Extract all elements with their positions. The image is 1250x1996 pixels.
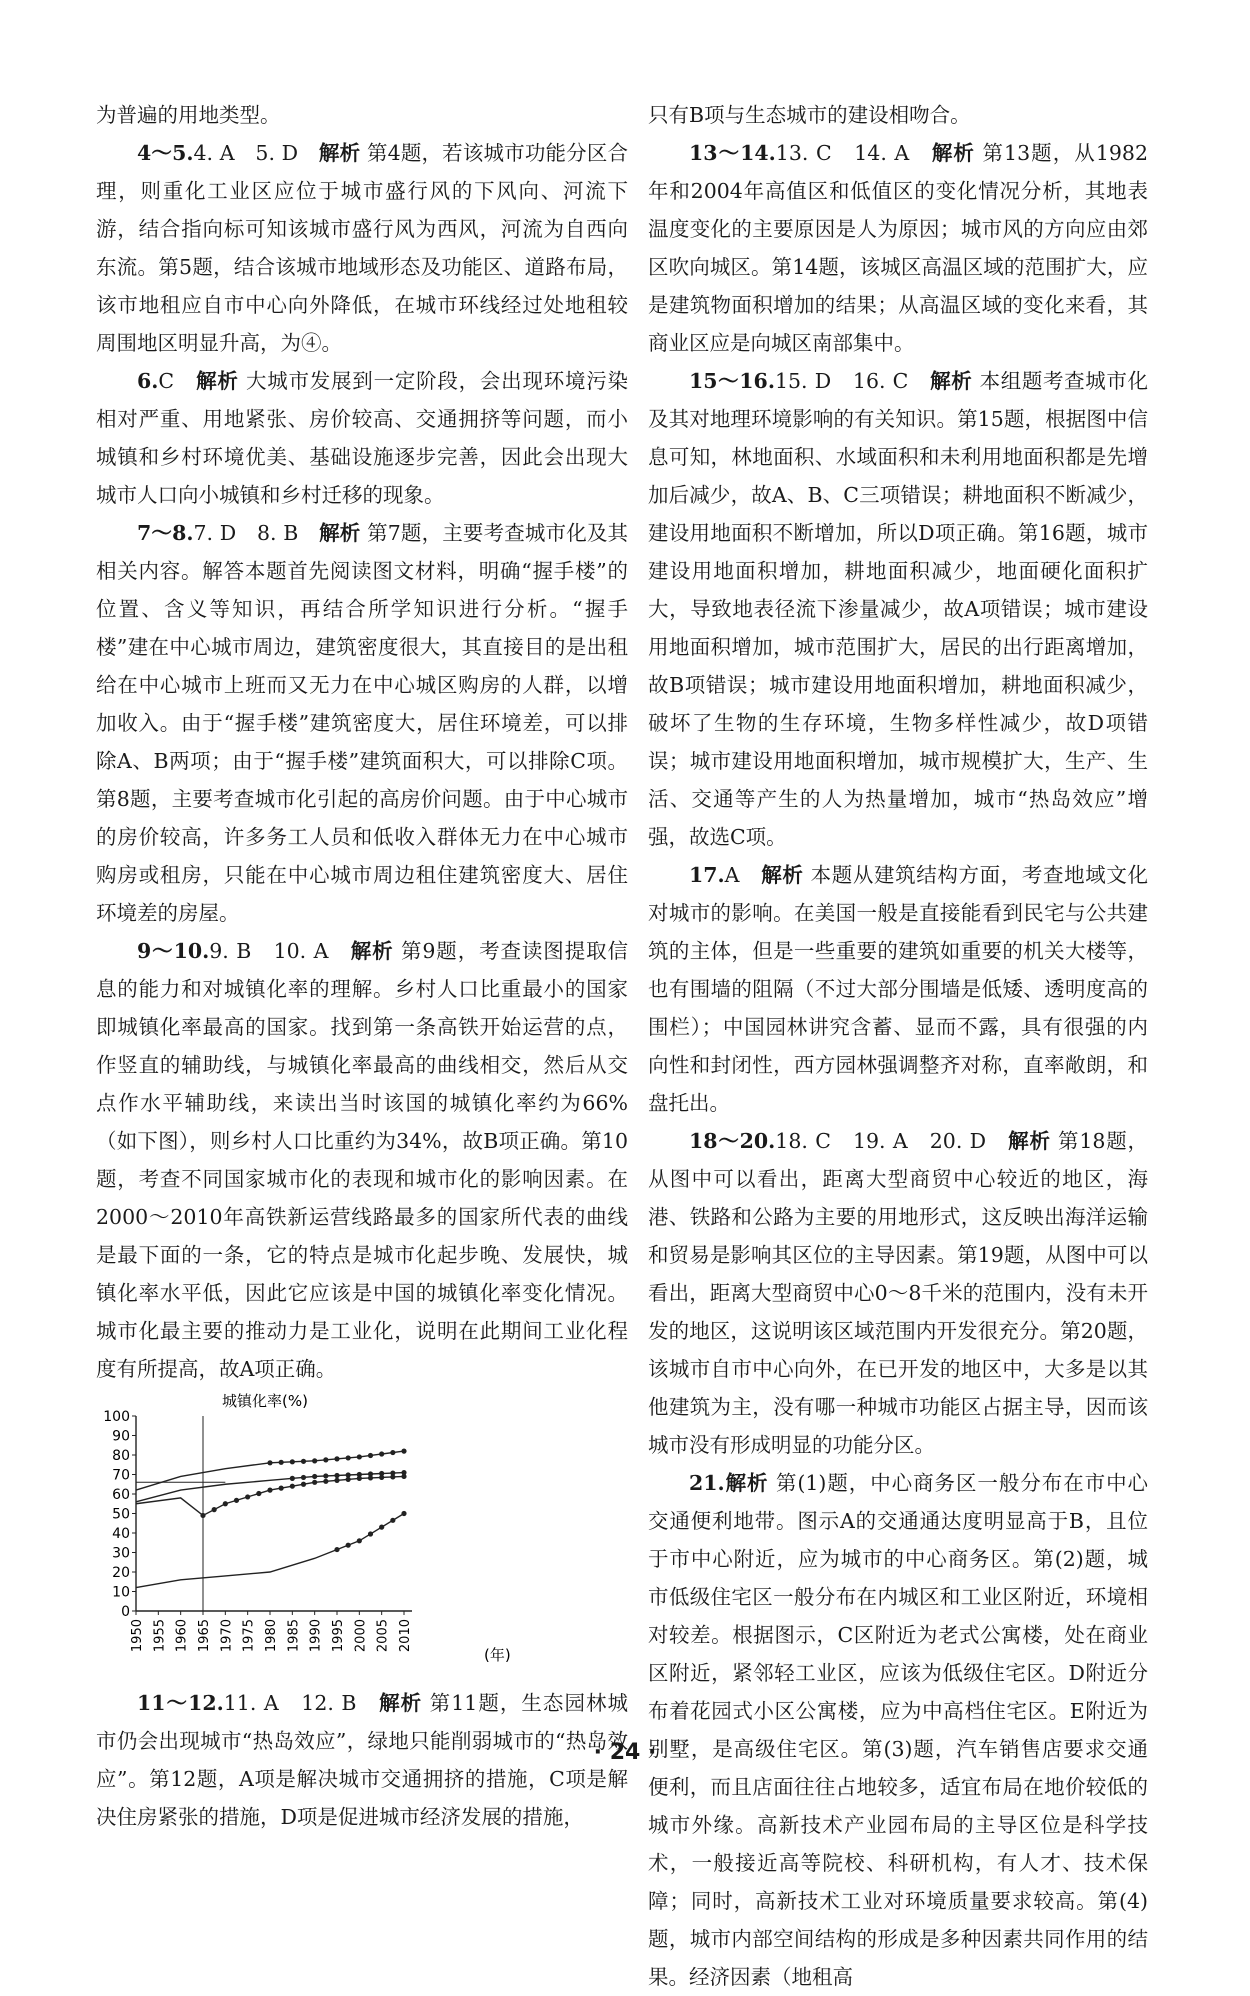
answer-keys: A	[724, 863, 762, 887]
series-point-curve-3	[290, 1484, 295, 1489]
paragraph-continuation	[648, 96, 1148, 134]
question-label: 4～5.	[137, 141, 194, 165]
analysis-keyword: 解析	[196, 369, 239, 393]
x-tick-label: 1985	[286, 1619, 302, 1653]
chart-axes	[136, 1416, 412, 1611]
x-tick-label: 2000	[353, 1619, 369, 1653]
chart-guides	[136, 1416, 225, 1611]
series-point-curve-3	[200, 1513, 205, 1518]
answer-7-8	[96, 514, 628, 932]
x-tick-label: 1955	[152, 1619, 168, 1653]
series-point-curve-3	[245, 1494, 250, 1499]
x-tick-label: 1950	[130, 1619, 145, 1653]
series-point-curve-4	[346, 1543, 351, 1548]
x-tick-label: 1995	[331, 1619, 346, 1653]
series-point-curve-1	[267, 1460, 272, 1465]
analysis-keyword: 解析	[1008, 1129, 1051, 1153]
question-label: 9～10.	[137, 939, 210, 963]
x-tick-label: 1960	[174, 1619, 190, 1653]
y-tick-label: 30	[112, 1545, 130, 1562]
paragraph-text: 只有B项与生态城市的建设相吻合。	[648, 103, 971, 127]
series-point-curve-3	[401, 1474, 406, 1479]
series-point-curve-4	[357, 1538, 362, 1543]
paragraph-continuation	[96, 96, 628, 134]
answer-21	[648, 1464, 1148, 1996]
question-label: 18～20.	[689, 1129, 776, 1153]
series-point-curve-4	[334, 1547, 339, 1552]
series-point-curve-2	[290, 1476, 295, 1481]
analysis-keyword: 解析	[931, 141, 975, 165]
analysis-text: 大城市发展到一定阶段，会出现环境污染相对严重、用地紧张、房价较高、交通拥挤等问题，而小城镇和乡村环境优美、基础设施逐步完善，因此会出现大城市人口向小城镇和乡村迁移的现象。	[96, 369, 629, 507]
answer-4-5	[96, 134, 628, 362]
series-point-curve-3	[223, 1501, 228, 1506]
y-tick-label: 0	[121, 1604, 130, 1620]
series-point-curve-4	[379, 1525, 384, 1530]
analysis-text: 第(1)题，中心商务区一般分布在市中心交通便利地带。图示A的交通通达度明显高于B，且位于市中心附近，应为城市的中心商务区。第(2)题，城市低级住宅区一般分布在内城区和工业区附近，环境相对较差。根据图示，C区附近为老式公寓楼，处在商业区附近，紧邻轻工业区，应该为低级住宅区。D附近分布着花园式小区公寓楼，应为中高档住宅区。E附近为别墅，是高级住宅区。第(3)题，汽车销售店要求交通便利，而且店面往往占地较多，适宜布局在地价较低的城市外缘。高新技术产业园布局的主导区位是科学技术，一般接近高等院校、科研机构，有人才、技术保障；同时，高新技术工业对环境质量要求较高。第(4)题，城市内部空间结构的形成是多种因素共同作用的结果。经济因素（地租高	[648, 1471, 1149, 1989]
series-point-curve-2	[312, 1474, 317, 1479]
analysis-text: 本组题考查城市化及其对地理环境影响的有关知识。第15题，根据图中信息可知，林地面积、水域面积和未利用地面积都是先增加后减少，故A、B、C三项错误；耕地面积不断减少，建设用地面积不断增加，所以D项正确。第16题，城市建设用地面积增加，耕地面积减少，地面硬化面积扩大，导致地表径流下渗量减少，故A项错误；城市建设用地面积增加，城市范围扩大，居民的出行距离增加，故B项错误；城市建设用地面积增加，耕地面积减少，破坏了生物的生存环境，生物多样性减少，故D项错误；城市建设用地面积增加，城市规模扩大，生产、生活、交通等产生的人为热量增加，城市“热岛效应”增强，故选C项。	[648, 369, 1149, 849]
analysis-keyword: 解析	[724, 1471, 769, 1495]
series-point-curve-3	[312, 1480, 317, 1485]
answer-keys: 4. A 5. D	[193, 141, 319, 165]
series-point-curve-1	[368, 1453, 373, 1458]
y-tick-label: 70	[112, 1467, 130, 1484]
series-point-curve-3	[323, 1479, 328, 1484]
x-tick-label: 2005	[375, 1619, 391, 1653]
series-point-curve-3	[279, 1486, 284, 1491]
series-point-curve-4	[401, 1511, 406, 1516]
question-label: 15～16.	[689, 369, 775, 393]
series-point-curve-3	[379, 1475, 384, 1480]
analysis-text: 第7题，主要考查城市化及其相关内容。解答本题首先阅读图文材料，明确“握手楼”的位置、含义等知识，再结合所学知识进行分析。“握手楼”建在中心城市周边，建筑密度很大，其直接目的是出租给在中心城市上班而又无力在中心城区购房的人群，以增加收入。由于“握手楼”建筑密度大，居住环境差，可以排除A、B两项；由于“握手楼”建筑面积大，可以排除C项。第8题，主要考查城市化引起的高房价问题。由于中心城市的房价较高，许多务工人员和低收入群体无力在中心城市购房或租房，只能在中心城市周边租住建筑密度大、居住环境差的房屋。	[96, 521, 629, 925]
answer-9-10	[96, 932, 628, 1388]
series-point-curve-3	[234, 1498, 239, 1503]
series-point-curve-1	[290, 1459, 295, 1464]
chart-series	[136, 1449, 407, 1588]
y-tick-label: 80	[112, 1448, 130, 1464]
x-tick-label: 1970	[219, 1619, 235, 1653]
series-point-curve-3	[334, 1478, 339, 1483]
right-column	[648, 96, 1148, 1996]
series-point-curve-1	[312, 1458, 317, 1463]
x-tick-label: 1965	[197, 1619, 212, 1653]
series-point-curve-3	[390, 1474, 395, 1479]
series-point-curve-1	[301, 1459, 306, 1464]
answer-18-20	[648, 1122, 1148, 1464]
question-label: 11～12.	[137, 1691, 224, 1715]
series-point-curve-3	[346, 1477, 351, 1482]
question-label: 6.	[137, 369, 159, 393]
answer-6	[96, 362, 628, 514]
series-point-curve-1	[401, 1449, 406, 1454]
urbanization-chart-svg	[96, 1392, 596, 1682]
left-column	[96, 96, 628, 1836]
answer-17	[648, 856, 1148, 1122]
y-tick-label: 90	[112, 1428, 130, 1445]
x-tick-label: 1990	[308, 1619, 324, 1653]
series-point-curve-1	[379, 1451, 384, 1456]
answer-13-14	[648, 134, 1148, 362]
y-tick-label: 10	[112, 1584, 130, 1601]
urbanization-rate-chart	[96, 1392, 596, 1682]
series-point-curve-2	[301, 1475, 306, 1480]
analysis-text: 第4题，若该城市功能分区合理，则重化工业区应位于城市盛行风的下风向、河流下游，结合指向标可知该城市盛行风为西风，河流为自西向东流。第5题，结合该城市地域形态及功能区、道路布局，该市地租应自市中心向外降低，在城市环线经过处地租较周围地区明显升高，为④。	[96, 141, 629, 355]
series-point-curve-2	[323, 1473, 328, 1478]
y-tick-label: 20	[112, 1565, 130, 1581]
series-point-curve-3	[368, 1475, 373, 1480]
analysis-text: 第9题，考查读图提取信息的能力和对城镇化率的理解。乡村人口比重最小的国家即城镇化率最高的国家。找到第一条高铁开始运营的点，作竖直的辅助线，与城镇化率最高的曲线相交，然后从交点作水平辅助线，来读出当时该国的城镇化率约为66%（如下图），则乡村人口比重约为34%，故B项正确。第10题，考查不同国家城市化的表现和城市化的影响因素。在2000～2010年高铁新运营线路最多的国家所代表的曲线是最下面的一条，它的特点是城市化起步晚、发展快，城镇化率水平低，因此它应该是中国的城镇化率变化情况。城市化最主要的推动力是工业化，说明在此期间工业化程度有所提高，故A项正确。	[96, 939, 629, 1381]
chart-x-label: (年)	[484, 1646, 511, 1664]
y-tick-label: 100	[103, 1409, 130, 1425]
question-label: 17.	[689, 863, 725, 887]
series-point-curve-3	[256, 1491, 261, 1496]
chart-y-label: 城镇化率(%)	[222, 1392, 308, 1410]
x-tick-label: 1980	[264, 1619, 279, 1653]
series-point-curve-3	[301, 1482, 306, 1487]
analysis-text: 第13题，从1982年和2004年高值区和低值区的变化情况分析，其地表温度变化的主要原因是人为原因；城市风的方向应由郊区吹向城区。第14题，该城区高温区域的范围扩大，应是建筑物面积增加的结果；从高温区域的变化来看，其商业区应是向城区南部集中。	[648, 141, 1149, 355]
question-label: 7～8.	[137, 521, 194, 545]
x-tick-label: 1975	[241, 1619, 257, 1653]
analysis-keyword: 解析	[350, 939, 394, 963]
answer-15-16	[648, 362, 1148, 856]
analysis-text: 第18题，从图中可以看出，距离大型商贸中心较近的地区，海港、铁路和公路为主要的用地形式，这反映出海洋运输和贸易是影响其区位的主导因素。第19题，从图中可以看出，距离大型商贸中心0～8千米的范围内，没有未开发的地区，这说明该区域范围内开发很充分。第20题，该城市自市中心向外，在已开发的地区中，大多是以其他建筑为主，没有哪一种城市功能区占据主导，因而该城市没有形成明显的功能分区。	[648, 1129, 1149, 1457]
answer-keys: 11. A 12. B	[223, 1691, 380, 1715]
question-label: 21.	[689, 1471, 725, 1495]
answer-keys: 7. D 8. B	[193, 521, 320, 545]
series-point-curve-3	[357, 1476, 362, 1481]
series-point-curve-3	[267, 1488, 272, 1493]
series-point-curve-1	[346, 1455, 351, 1460]
paragraph-text: 为普遍的用地类型。	[96, 103, 281, 127]
series-point-curve-1	[323, 1457, 328, 1462]
series-point-curve-1	[390, 1450, 395, 1455]
x-tick-label: 2010	[398, 1619, 413, 1653]
analysis-keyword: 解析	[761, 863, 804, 887]
analysis-keyword: 解析	[379, 1691, 423, 1715]
series-line-curve-1	[136, 1451, 404, 1490]
answer-keys: 18. C 19. A 20. D	[775, 1129, 1009, 1153]
analysis-keyword: 解析	[930, 369, 973, 393]
series-line-curve-4	[136, 1514, 404, 1588]
series-point-curve-1	[279, 1460, 284, 1465]
analysis-keyword: 解析	[319, 521, 361, 545]
answer-keys: 9. B 10. A	[209, 939, 351, 963]
analysis-keyword: 解析	[318, 141, 361, 165]
series-point-curve-3	[212, 1507, 217, 1512]
chart-y-ticks	[103, 1409, 136, 1620]
analysis-text: 第11题，生态园林城市仍会出现城市“热岛效应”，绿地只能削弱城市的“热岛效应”。第12题，A项是解决城市交通拥挤的措施，C项是解决住房紧张的措施，D项是促进城市经济发展的措施，	[96, 1691, 629, 1829]
series-point-curve-4	[390, 1518, 395, 1523]
page-number: · 24 ·	[593, 1740, 657, 1765]
series-point-curve-4	[368, 1531, 373, 1536]
y-tick-label: 40	[112, 1526, 130, 1542]
question-label: 13～14.	[689, 141, 776, 165]
answer-keys: 15. D 16. C	[774, 369, 931, 393]
answer-keys: C	[158, 369, 197, 393]
chart-x-ticks	[130, 1611, 413, 1652]
series-point-curve-2	[334, 1473, 339, 1478]
y-tick-label: 60	[112, 1487, 130, 1503]
analysis-text: 本题从建筑结构方面，考查地域文化对城市的影响。在美国一般是直接能看到民宅与公共建筑的主体，但是一些重要的建筑如重要的机关大楼等，也有围墙的阻隔（不过大部分围墙是低矮、透明度高的围栏）；中国园林讲究含蓄、显而不露，具有很强的内向性和封闭性，西方园林强调整齐对称，直率敞朗，和盘托出。	[648, 863, 1148, 1115]
answer-keys: 13. C 14. A	[775, 141, 932, 165]
y-tick-label: 50	[112, 1506, 130, 1523]
series-point-curve-1	[334, 1456, 339, 1461]
series-line-curve-2	[136, 1473, 404, 1502]
series-point-curve-1	[357, 1454, 362, 1459]
